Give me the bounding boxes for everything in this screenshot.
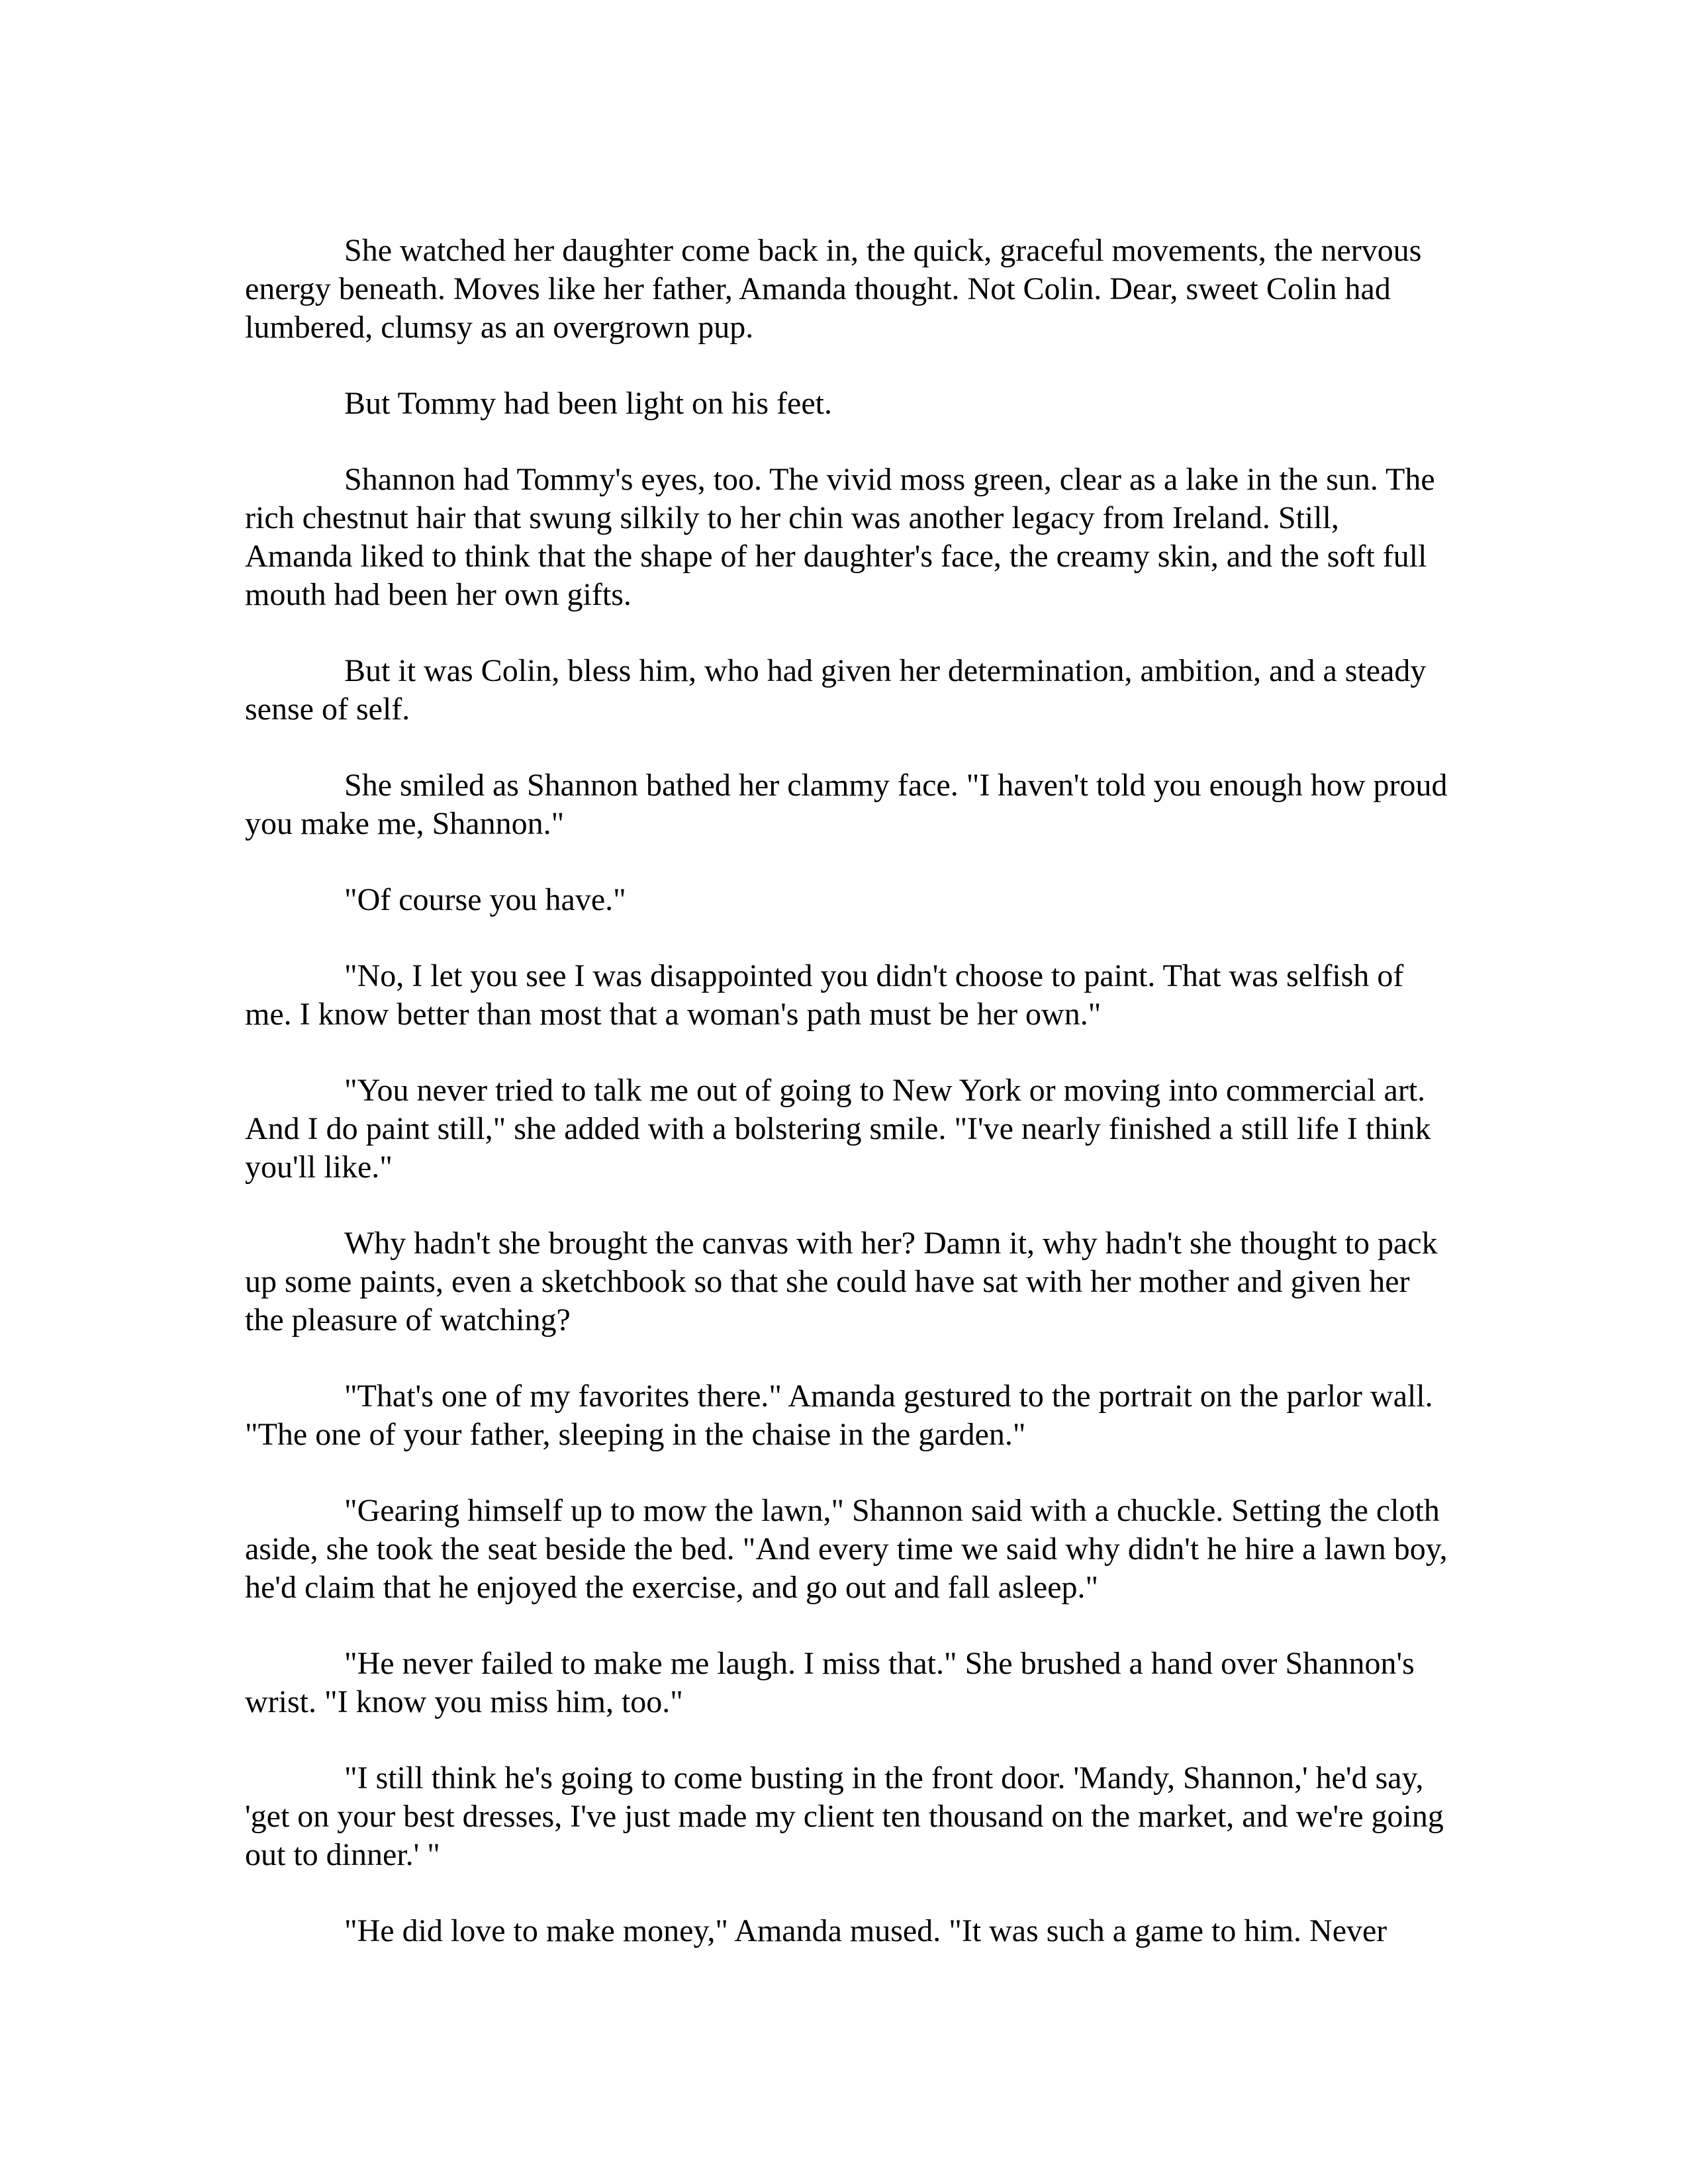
paragraph: But it was Colin, bless him, who had given her determination, ambition, and a steady sense of self.	[245, 653, 1427, 727]
paragraph: Shannon had Tommy's eyes, too. The vivid moss green, clear as a lake in the sun. The rich chestnut hair that swung silkily to her chin was another legacy from Ireland. Still, Amanda liked to think that the shape of her daughter's face, the creamy skin, and the soft full mouth had been her own gifts.	[245, 462, 1435, 612]
paragraph: "You never tried to talk me out of going to New York or moving into commercial art. And I do paint still," she added with a bolstering smile. "I've nearly finished a still life I think you'll like."	[245, 1073, 1431, 1185]
paragraph: "That's one of my favorites there." Amanda gestured to the portrait on the parlor wall. "The one of your father, sleeping in the chaise in the garden."	[245, 1379, 1433, 1452]
paragraph: "Gearing himself up to mow the lawn," Shannon said with a chuckle. Setting the cloth aside, she took the seat beside the bed. "And every time we said why didn't he hire a lawn boy, he'd claim that he enjoyed the exercise, and go out and fall asleep."	[245, 1493, 1448, 1605]
body-text	[245, 232, 1450, 1950]
paragraph: But Tommy had been light on his feet.	[344, 386, 832, 421]
paragraph: She watched her daughter come back in, the quick, graceful movements, the nervous energy beneath. Moves like her father, Amanda thought. Not Colin. Dear, sweet Colin had lumbered, clumsy as an overgrown pup.	[245, 233, 1422, 345]
paragraph: "I still think he's going to come busting in the front door. 'Mandy, Shannon,' he'd say, 'get on your best dresses, I've just made my client ten thousand on the market, and we're going out to dinner.' "	[245, 1760, 1444, 1872]
paragraph: "Of course you have."	[344, 882, 626, 917]
paragraph: "No, I let you see I was disappointed you didn't choose to paint. That was selfish of me. I know better than most that a woman's path must be her own."	[245, 958, 1404, 1032]
paragraph: "He did love to make money," Amanda mused. "It was such a game to him. Never	[344, 1913, 1387, 1948]
paragraph: Why hadn't she brought the canvas with her? Damn it, why hadn't she thought to pack up some paints, even a sketchbook so that she could have sat with her mother and given her the pleasure of watching?	[245, 1226, 1438, 1338]
paragraph: "He never failed to make me laugh. I miss that." She brushed a hand over Shannon's wrist. "I know you miss him, too."	[245, 1646, 1415, 1719]
paragraph: She smiled as Shannon bathed her clammy face. "I haven't told you enough how proud you make me, Shannon."	[245, 768, 1448, 841]
